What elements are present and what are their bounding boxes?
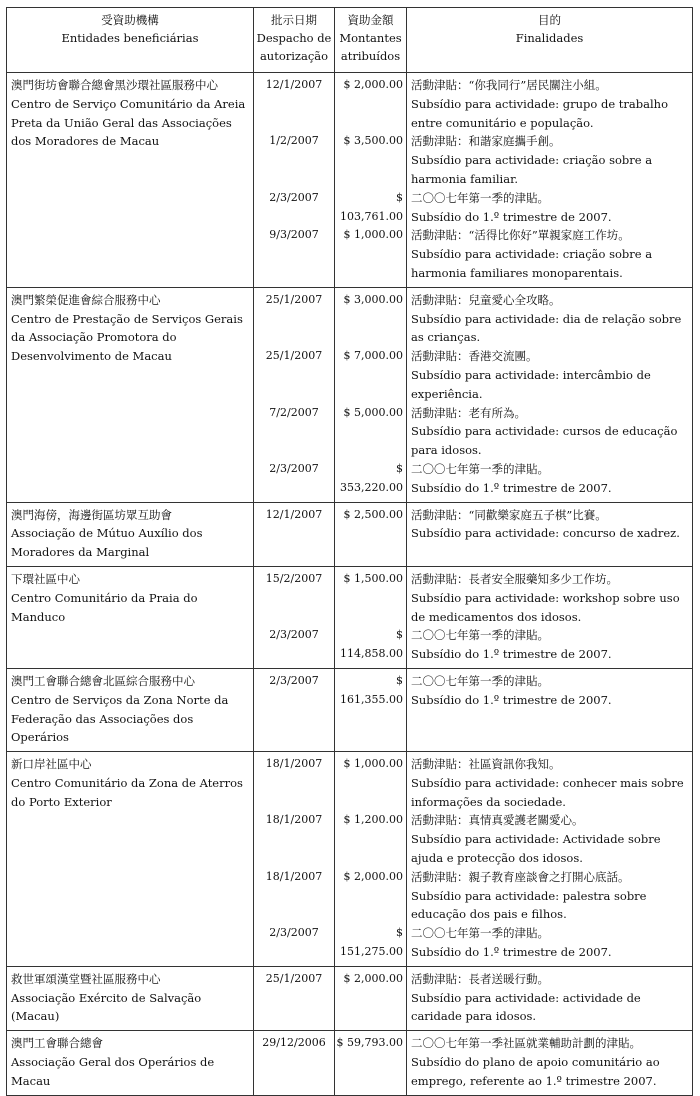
grant-date: 2/3/2007 xyxy=(269,190,319,204)
purpose-pt: Subsídio para actividade: criação sobre a harmonia familiares monoparentais. xyxy=(411,247,653,280)
purpose-pt: Subsídio do 1.º trimestre de 2007. xyxy=(411,945,612,960)
entity-cell xyxy=(7,287,254,502)
purpose-zh: 活動津貼：社區資訊你我知。 xyxy=(411,757,561,772)
purpose-block xyxy=(411,1034,689,1090)
purpose-block xyxy=(411,76,689,132)
entity-name-zh: 澳門工會聯合總會北區綜合服務中心 xyxy=(11,673,195,688)
purpose-block xyxy=(411,868,689,924)
entity-name-pt: Centro Comunitário da Zona de Aterros do Porto Exterior xyxy=(11,775,243,809)
purpose-pt: Subsídio para actividade: workshop sobre uso de medicamentos dos idosos. xyxy=(411,590,680,624)
header-purpose: 目的 Finalidades xyxy=(407,8,693,73)
grant-date: 7/2/2007 xyxy=(269,405,319,419)
amount-cell xyxy=(335,502,407,566)
amount-cell xyxy=(335,752,407,967)
date-cell xyxy=(254,287,335,502)
amount-cell xyxy=(335,566,407,668)
grant-amount: $ 3,500.00 xyxy=(343,134,403,148)
grant-date: 18/1/2007 xyxy=(265,813,323,827)
header-amount: 資助金額 Montantes atribuídos xyxy=(335,8,407,73)
entity-name-pt: Associação de Mútuo Auxílio dos Moradores da Marginal xyxy=(11,526,203,560)
purpose-block xyxy=(411,132,689,188)
purpose-pt: Subsídio para actividade: cursos de educação para idosos. xyxy=(411,424,678,458)
grant-date: 2/3/2007 xyxy=(269,926,319,940)
grant-date: 12/1/2007 xyxy=(265,507,323,521)
grant-date: 18/1/2007 xyxy=(265,757,323,771)
purpose-cell xyxy=(407,1031,693,1095)
table-row xyxy=(7,566,693,668)
purpose-block xyxy=(411,570,689,626)
purpose-block xyxy=(411,226,689,282)
purpose-pt: Subsídio para actividade: concurso de xadrez. xyxy=(411,526,680,541)
entity-name-zh: 下環社區中心 xyxy=(11,571,80,586)
header-date: 批示日期 Despacho de autorização xyxy=(254,8,335,73)
amount-cell xyxy=(335,668,407,751)
table-row xyxy=(7,668,693,751)
amount-cell xyxy=(335,73,407,288)
grant-amount: $ 114,858.00 xyxy=(340,628,403,661)
entity-name-pt: Centro de Serviços da Zona Norte da Federação das Associações dos Operários xyxy=(11,692,229,745)
entity-cell xyxy=(7,668,254,751)
date-cell xyxy=(254,752,335,967)
date-cell xyxy=(254,502,335,566)
purpose-zh: 活動津貼：“同歡樂家庭五子棋”比賽。 xyxy=(411,507,607,522)
grant-date: 2/3/2007 xyxy=(269,461,319,475)
purpose-pt: Subsídio do plano de apoio comunitário ao emprego, referente ao 1.º trimestre 2007. xyxy=(411,1055,660,1088)
purpose-zh: 二〇〇七年第一季的津貼。 xyxy=(411,190,549,205)
purpose-block xyxy=(411,291,689,347)
purpose-zh: 二〇〇七年第一季社區就業輔助計劃的津貼。 xyxy=(411,1036,641,1051)
purpose-cell xyxy=(407,73,693,288)
purpose-zh: 活動津貼：親子教育座談會之打開心底話。 xyxy=(411,869,630,884)
grant-amount: $ 353,220.00 xyxy=(340,461,403,494)
entity-cell xyxy=(7,502,254,566)
purpose-pt: Subsídio para actividade: intercâmbio de experiência. xyxy=(411,367,651,401)
purpose-block xyxy=(411,672,689,710)
entity-name-pt: Associação Geral dos Operários de Macau xyxy=(11,1055,215,1088)
entity-name-pt: Associação Exército de Salvação (Macau) xyxy=(11,990,202,1024)
purpose-zh: 二〇〇七年第一季的津貼。 xyxy=(411,461,549,476)
date-cell xyxy=(254,668,335,751)
entity-cell xyxy=(7,1031,254,1095)
grant-amount: $ 1,000.00 xyxy=(343,757,403,771)
purpose-pt: Subsídio para actividade: Actividade sobre ajuda e protecção dos idosos. xyxy=(411,832,661,866)
grant-date: 1/2/2007 xyxy=(269,134,319,148)
grant-date: 12/1/2007 xyxy=(265,78,323,91)
purpose-zh: 二〇〇七年第一季的津貼。 xyxy=(411,926,549,941)
purpose-cell xyxy=(407,668,693,751)
grant-amount: $ 161,355.00 xyxy=(340,673,403,706)
grant-amount: $ 7,000.00 xyxy=(343,349,403,363)
purpose-block xyxy=(411,626,689,664)
purpose-block xyxy=(411,970,689,1026)
grant-amount: $ 3,000.00 xyxy=(343,292,403,306)
amount-cell xyxy=(335,287,407,502)
entity-name-zh: 新口岸社區中心 xyxy=(11,757,92,772)
purpose-cell xyxy=(407,966,693,1030)
entity-name-zh: 澳門街坊會聯合總會黑沙環社區服務中心 xyxy=(11,78,218,92)
entity-cell xyxy=(7,566,254,668)
purpose-pt: Subsídio para actividade: dia de relação sobre as crianças. xyxy=(411,311,682,345)
grant-date: 2/3/2007 xyxy=(269,628,319,642)
purpose-zh: 活動津貼：老有所為。 xyxy=(411,405,526,420)
date-cell xyxy=(254,966,335,1030)
grant-date: 9/3/2007 xyxy=(269,228,319,242)
table-row xyxy=(7,73,693,288)
grant-amount: $ 2,000.00 xyxy=(343,869,403,883)
entity-name-pt: Centro de Serviço Comunitário da Areia Preta da União Geral das Associações dos Moradores de Macau xyxy=(11,96,246,149)
purpose-block xyxy=(411,755,689,811)
grant-amount: $ 5,000.00 xyxy=(343,405,403,419)
purpose-zh: 活動津貼：兒童愛心全攻略。 xyxy=(411,292,561,307)
purpose-zh: 活動津貼：“活得比你好”單親家庭工作坊。 xyxy=(411,228,630,243)
header-entities: 受資助機構 Entidades beneficiárias xyxy=(7,8,254,73)
purpose-zh: 活動津貼：“你我同行”居民關注小組。 xyxy=(411,78,607,92)
purpose-pt: Subsídio do 1.º trimestre de 2007. xyxy=(411,647,612,662)
purpose-pt: Subsídio do 1.º trimestre de 2007. xyxy=(411,692,612,707)
purpose-zh: 活動津貼：香港交流團。 xyxy=(411,349,538,364)
purpose-pt: Subsídio do 1.º trimestre de 2007. xyxy=(411,209,612,224)
table-row xyxy=(7,502,693,566)
entity-name-pt: Centro de Prestação de Serviços Gerais da Associação Promotora do Desenvolvimento de Macau xyxy=(11,311,243,364)
grant-date: 25/1/2007 xyxy=(265,971,323,985)
grant-date: 25/1/2007 xyxy=(265,349,323,363)
date-cell xyxy=(254,73,335,288)
purpose-zh: 活動津貼：長者安全服藥知多少工作坊。 xyxy=(411,571,618,586)
grant-amount: $ 103,761.00 xyxy=(340,190,403,223)
purpose-zh: 二〇〇七年第一季的津貼。 xyxy=(411,628,549,643)
table-row xyxy=(7,966,693,1030)
purpose-block xyxy=(411,404,689,460)
purpose-cell xyxy=(407,752,693,967)
purpose-pt: Subsídio do 1.º trimestre de 2007. xyxy=(411,480,612,495)
table-row xyxy=(7,287,693,502)
entity-name-zh: 澳門繁榮促進會綜合服務中心 xyxy=(11,292,161,307)
entity-name-zh: 救世軍頌漢堂暨社區服務中心 xyxy=(11,971,161,986)
grant-amount: $ 2,000.00 xyxy=(343,78,403,91)
purpose-block xyxy=(411,924,689,962)
purpose-pt: Subsídio para actividade: criação sobre a harmonia familiar. xyxy=(411,153,653,186)
purpose-zh: 活動津貼：真情真愛護老關愛心。 xyxy=(411,813,584,828)
grant-date: 2/3/2007 xyxy=(269,673,319,687)
purpose-pt: Subsídio para actividade: conhecer mais sobre informações da sociedade. xyxy=(411,775,684,809)
grant-date: 29/12/2006 xyxy=(262,1036,326,1050)
entity-name-zh: 澳門工會聯合總會 xyxy=(11,1036,103,1051)
grant-date: 25/1/2007 xyxy=(265,292,323,306)
table-row xyxy=(7,752,693,967)
entity-cell xyxy=(7,73,254,288)
purpose-cell xyxy=(407,287,693,502)
grant-amount: $ 1,000.00 xyxy=(343,228,403,242)
purpose-cell xyxy=(407,502,693,566)
grant-date: 15/2/2007 xyxy=(265,571,323,585)
grant-amount: $ 1,500.00 xyxy=(343,571,403,585)
purpose-pt: Subsídio para actividade: grupo de trabalho entre comunitário e população. xyxy=(411,96,668,130)
purpose-block xyxy=(411,506,689,544)
date-cell xyxy=(254,1031,335,1095)
grants-table xyxy=(6,7,693,1096)
purpose-block xyxy=(411,347,689,403)
purpose-block xyxy=(411,811,689,867)
purpose-block xyxy=(411,189,689,227)
entity-cell xyxy=(7,966,254,1030)
grant-amount: $ 59,793.00 xyxy=(336,1036,403,1050)
entity-name-zh: 澳門海傍，海邊街區坊眾互助會 xyxy=(11,507,172,522)
grant-date: 18/1/2007 xyxy=(265,869,323,883)
grant-amount: $ 151,275.00 xyxy=(340,926,403,959)
grant-amount: $ 2,500.00 xyxy=(343,507,403,521)
date-cell xyxy=(254,566,335,668)
purpose-block xyxy=(411,460,689,498)
purpose-zh: 活動津貼：和諧家庭攜手創。 xyxy=(411,134,561,149)
entity-cell xyxy=(7,752,254,967)
amount-cell xyxy=(335,966,407,1030)
table-row xyxy=(7,1031,693,1095)
grant-amount: $ 1,200.00 xyxy=(343,813,403,827)
purpose-cell xyxy=(407,566,693,668)
table-header xyxy=(7,8,693,73)
purpose-pt: Subsídio para actividade: palestra sobre educação dos pais e filhos. xyxy=(411,888,647,922)
grant-amount: $ 2,000.00 xyxy=(343,971,403,985)
amount-cell xyxy=(335,1031,407,1095)
purpose-zh: 二〇〇七年第一季的津貼。 xyxy=(411,673,549,688)
purpose-pt: Subsídio para actividade: actividade de caridade para idosos. xyxy=(411,990,641,1024)
entity-name-pt: Centro Comunitário da Praia do Manduco xyxy=(11,590,198,624)
purpose-zh: 活動津貼：長者送暖行動。 xyxy=(411,971,549,986)
